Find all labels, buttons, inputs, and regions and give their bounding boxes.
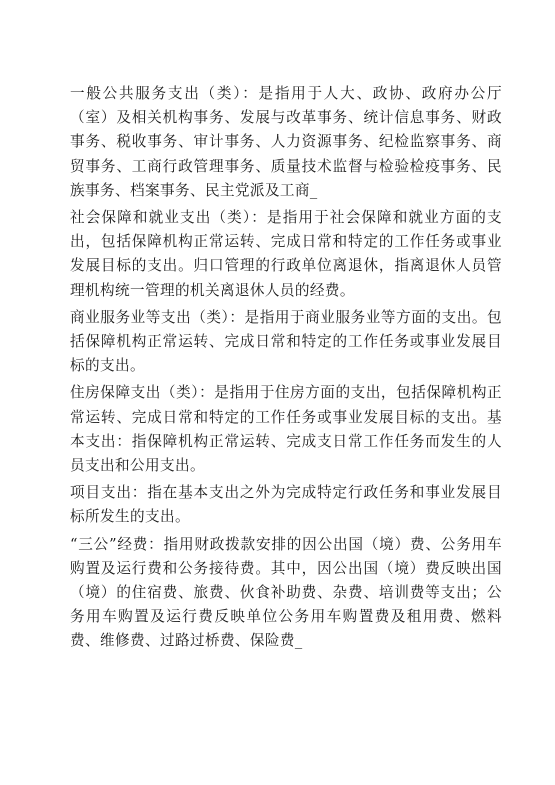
paragraph-three-public-expenses: “三公”经费：指用财政拨款安排的因公出国（境）费、公务用车购置及运行费和公务接待费。其中，因公出国（境）费反映出国（境）的住宿费、旅费、伙食补助费、杂费、培训费等支出；公务用车购置及运行费反映单位公务用车购置费及租用费、燃料费、维修费、过路过桥费、保险费_ xyxy=(70,535,502,650)
document-page xyxy=(70,82,502,657)
paragraph-housing-security: 住房保障支出（类）：是指用于住房方面的支出，包括保障机构正常运转、完成日常和特定的工作任务或事业发展目标的支出。基本支出：指保障机构正常运转、完成支日常工作任务而发生的人员支出和公用支出。 xyxy=(70,384,502,475)
paragraph-commerce-services: 商业服务业等支出（类）：是指用于商业服务业等方面的支出。包括保障机构正常运转、完成日常和特定的工作任务或事业发展目标的支出。 xyxy=(70,308,502,375)
paragraph-social-security: 社会保障和就业支出（类）：是指用于社会保障和就业方面的支出，包括保障机构正常运转、完成日常和特定的工作任务或事业发展目标的支出。归口管理的行政单位离退休，指离退休人员管理机构统一管理的机关离退休人员的经费。 xyxy=(70,209,502,299)
paragraph-project-expenditure: 项目支出：指在基本支出之外为完成特定行政任务和事业发展目标所发生的支出。 xyxy=(70,484,502,526)
paragraph-general-public-services: 一般公共服务支出（类）：是指用于人大、政协、政府办公厅（室）及相关机构事务、发展与改革事务、统计信息事务、财政事务、税收事务、审计事务、人力资源事务、纪检监察事务、商贸事务、工商行政管理事务、质量技术监督与检验检疫事务、民族事务、档案事务、民主党派及工商_ xyxy=(70,85,502,199)
